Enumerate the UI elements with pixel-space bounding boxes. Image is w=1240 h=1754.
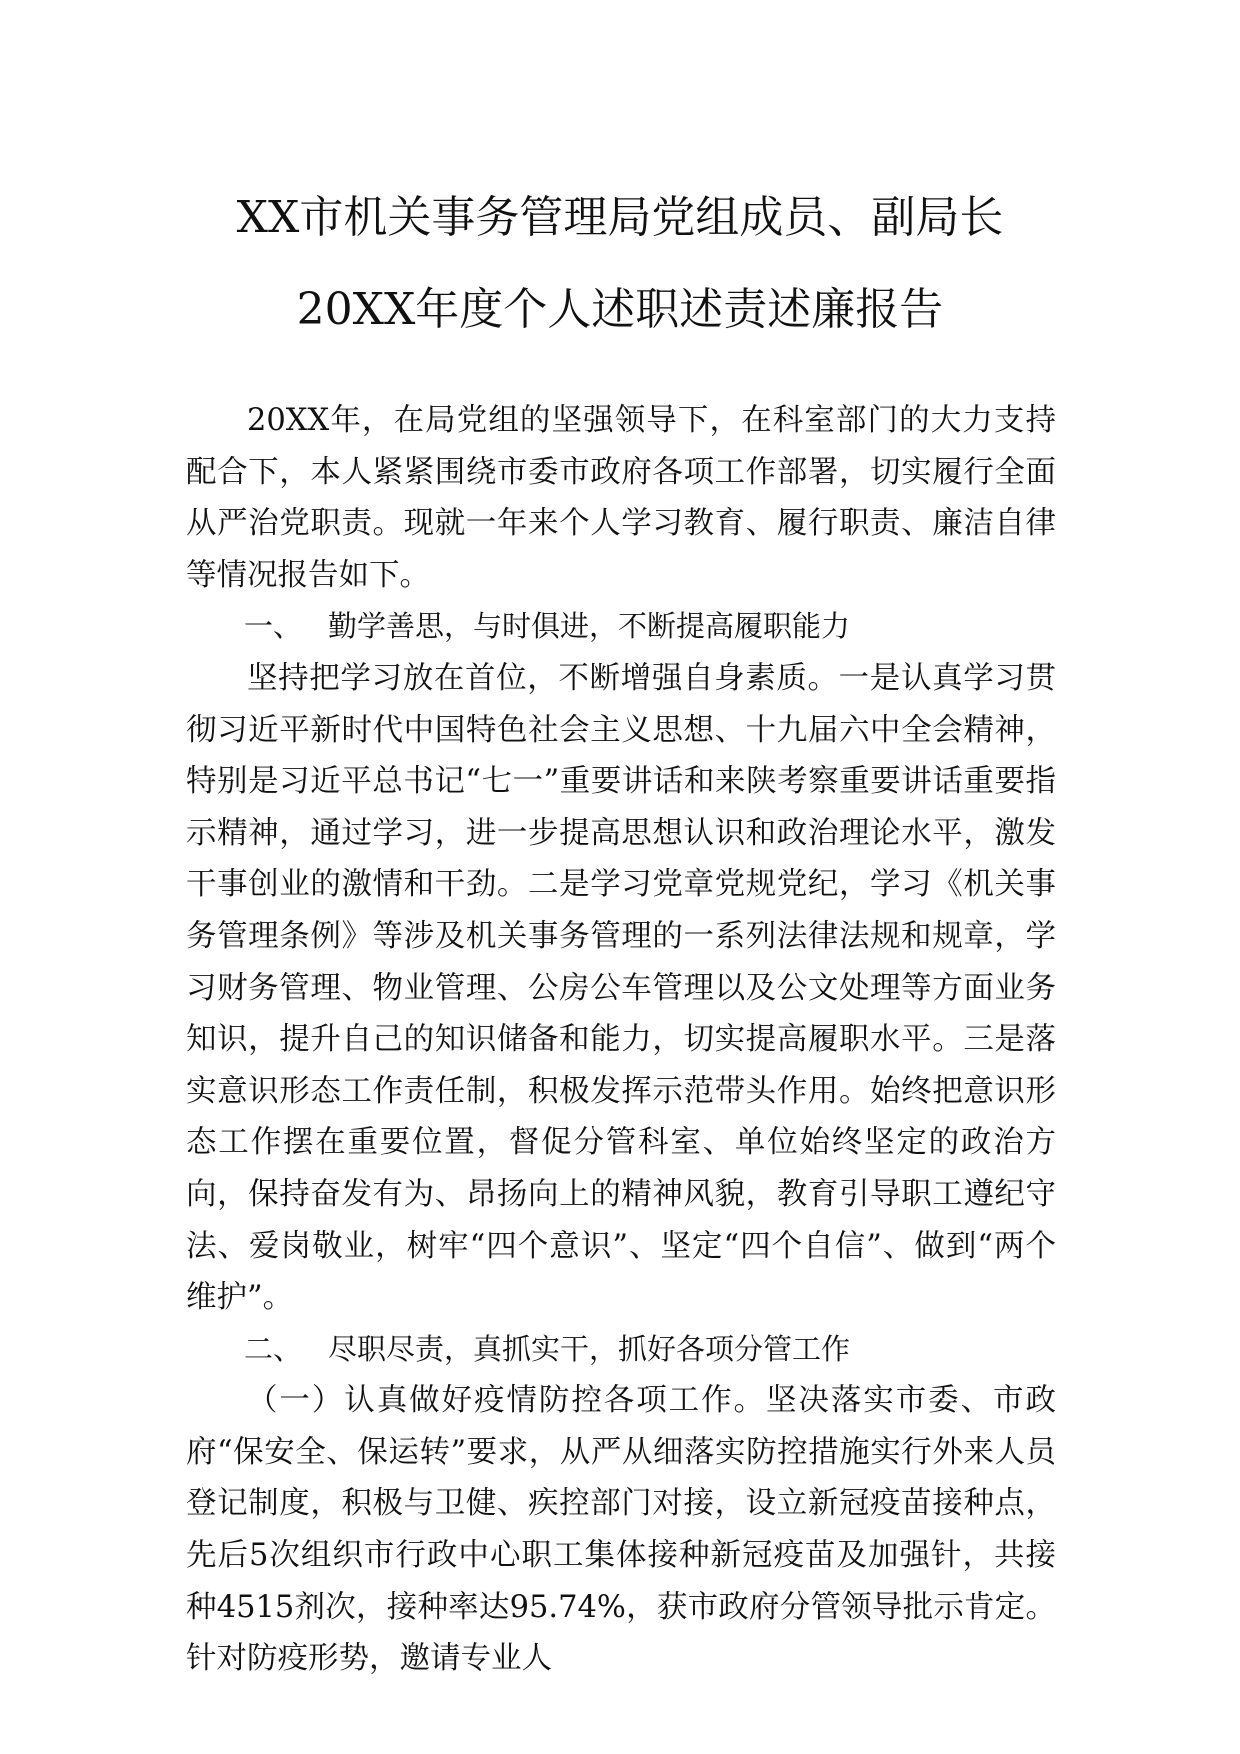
paragraph-study: 坚持把学习放在首位，不断增强自身素质。一是认真学习贯彻习近平新时代中国特色社会主义思想、十九届六中全会精神，特别是习近平总书记“七一”重要讲话和来陕考察重要讲话重要指示精神，通过学习，进一步提高思想认识和政治理论水平，激发干事创业的激情和干劲。二是学习党章党规党纪，学习《机关事务管理条例》等涉及机关事务管理的一系列法律法规和规章，学习财务管理、物业管理、公房公车管理以及公文处理等方面业务知识，提升自己的知识储备和能力，切实提高履职水平。三是落实意识形态工作责任制，积极发挥示范带头作用。始终把意识形态工作摆在重要位置，督促分管科室、单位始终坚定的政治方向，保持奋发有为、昂扬向上的精神风貌，教育引导职工遵纪守法、爱岗敬业，树牢“四个意识”、坚定“四个自信”、做到“两个维护”。	[186, 660, 1056, 1316]
section-heading-text: 尽职尽责，真抓实干，抓好各项分管工作	[328, 1331, 851, 1366]
section-heading-2	[186, 1324, 1056, 1376]
document-title-line-1: XX市机关事务管理局党组成员、副局长	[236, 192, 1004, 243]
section-number: 一、	[244, 609, 303, 644]
paragraph-epidemic: （一）认真做好疫情防控各项工作。坚决落实市委、市政府“保安全、保运转”要求，从严从细落实防控措施实行外来人员登记制度，积极与卫健、疾控部门对接，设立新冠疫苗接种点，先后5次组织市行政中心职工集体接种新冠疫苗及加强针，共接种4515剂次，接种率达95.74%，获市政府分管领导批示肯定。针对防疫形势，邀请专业人	[186, 1383, 1056, 1677]
paragraph-intro: 20XX年，在局党组的坚强领导下，在科室部门的大力支持配合下，本人紧紧围绕市委市政府各项工作部署，切实履行全面从严治党职责。现就一年来个人学习教育、履行职责、廉洁自律等情况报告如下。	[186, 403, 1056, 593]
document-title-line-2: 20XX年度个人述职述责述廉报告	[296, 284, 944, 335]
section-number: 二、	[244, 1331, 303, 1366]
document-body	[186, 395, 1056, 1685]
section-heading-1	[186, 601, 1056, 653]
section-heading-text: 勤学善思，与时俱进，不断提高履职能力	[328, 609, 851, 644]
